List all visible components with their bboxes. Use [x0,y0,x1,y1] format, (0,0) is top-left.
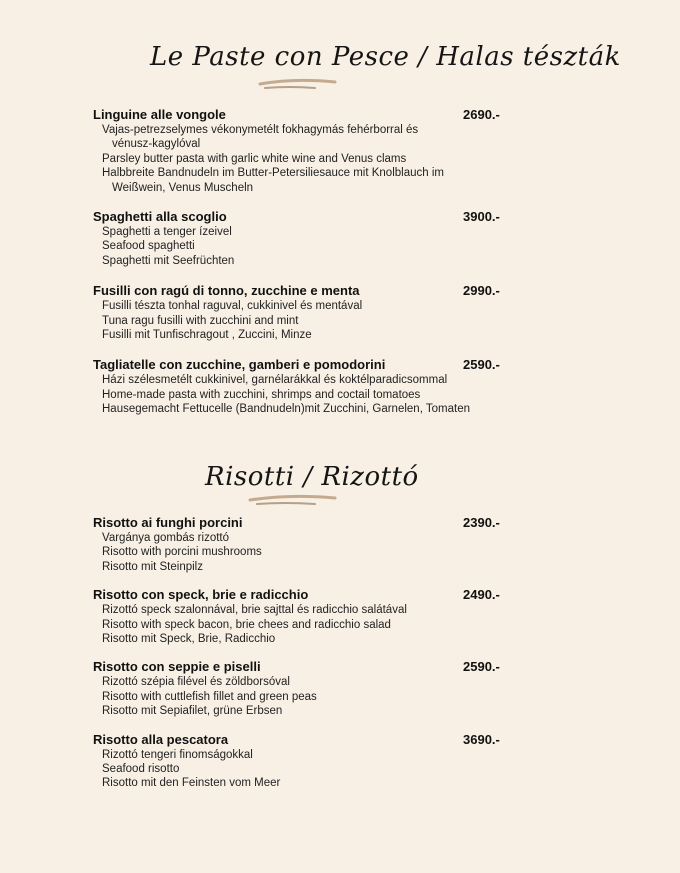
menu-item [93,587,513,646]
item-name: Risotto ai funghi porcini [93,515,243,530]
item-description-line: Home-made pasta with zucchini, shrimps and coctail tomatoes [102,388,421,401]
item-name: Risotto alla pescatora [93,731,229,747]
item-description-line: Rizottó szépia filével és zöldborsóval [102,676,290,689]
item-description-line: Hausegemacht Fettucelle (Bandnudeln)mit Zucchini, Garnelen, Tomaten [102,403,470,416]
item-name: Risotto con seppie e piselli [93,659,261,675]
title-swoosh-icon [255,72,375,102]
item-name: Linguine alle vongole [93,107,226,122]
section-title-risotto: Risotti / Rizottó [205,462,419,492]
item-price: 2690.- [463,107,500,122]
item-description-line: Rizottó tengeri finomságokkal [102,748,253,761]
item-name: Risotto con speck, brie e radicchio [93,587,309,603]
item-price: 2390.- [463,515,500,530]
pasta-menu-list [93,107,513,417]
item-price: 2590.- [463,357,500,373]
item-description-line: Spaghetti mit Seefrüchten [102,254,235,267]
item-description-line: vénusz-kagylóval [112,138,201,151]
item-name: Spaghetti alla scoglio [93,209,227,225]
item-description-line: Vargánya gombás rizottó [102,532,229,544]
menu-item [93,515,513,574]
menu-item [93,659,513,718]
item-description-line: Risotto mit Steinpilz [102,560,203,573]
item-description-line: Halbbreite Bandnudeln im Butter-Petersiliesauce mit Knolblauch im [102,167,444,180]
item-description-line: Tuna ragu fusilli with zucchini and mint [102,314,299,327]
menu-item [93,283,513,342]
item-description-line: Seafood risotto [102,763,180,776]
item-price: 3900.- [463,209,500,225]
item-price: 3690.- [463,731,500,747]
item-description-line: Rizottó speck szalonnával, brie sajttal és radicchio salátával [102,604,407,617]
menu-item [93,107,513,195]
item-description-line: Risotto with cuttlefish fillet and green peas [102,690,317,703]
item-description-line: Risotto mit Speck, Brie, Radicchio [102,633,276,646]
item-description-line: Fusilli mit Tunfischragout , Zuccini, Minze [102,329,312,342]
item-description-line: Weißwein, Venus Muscheln [112,181,254,194]
item-description-line: Parsley butter pasta with garlic white wine and Venus clams [102,152,407,165]
item-name: Tagliatelle con zucchine, gamberi e pomodorini [93,357,386,373]
menu-item [93,732,513,791]
item-description-line: Risotto mit Sepiafilet, grüne Erbsen [102,705,283,718]
item-description-line: Risotto mit den Feinsten vom Meer [102,777,281,790]
section-title-pasta: Le Paste con Pesce / Halas tészták [150,42,621,72]
item-description-line: Risotto with porcini mushrooms [102,546,262,559]
item-description-line: Fusilli tészta tonhal raguval, cukkinivel és mentával [102,300,363,313]
item-name: Fusilli con ragú di tonno, zucchine e menta [93,283,360,299]
item-description-line: Seafood spaghetti [102,240,195,253]
item-price: 2590.- [463,659,500,675]
menu-item [93,209,513,268]
item-description-line: Házi szélesmetélt cukkinivel, garnélarákkal és koktélparadicsommal [102,374,448,387]
risotto-menu-list [93,515,513,791]
item-description-line: Spaghetti a tenger ízeivel [102,226,232,239]
item-price: 2990.- [463,283,500,299]
item-price: 2490.- [463,587,500,603]
menu-item [93,357,513,416]
item-description-line: Risotto with speck bacon, brie chees and radicchio salad [102,618,391,631]
item-description-line: Vajas-petrezselymes vékonymetélt fokhagymás fehérborral és [102,124,419,136]
